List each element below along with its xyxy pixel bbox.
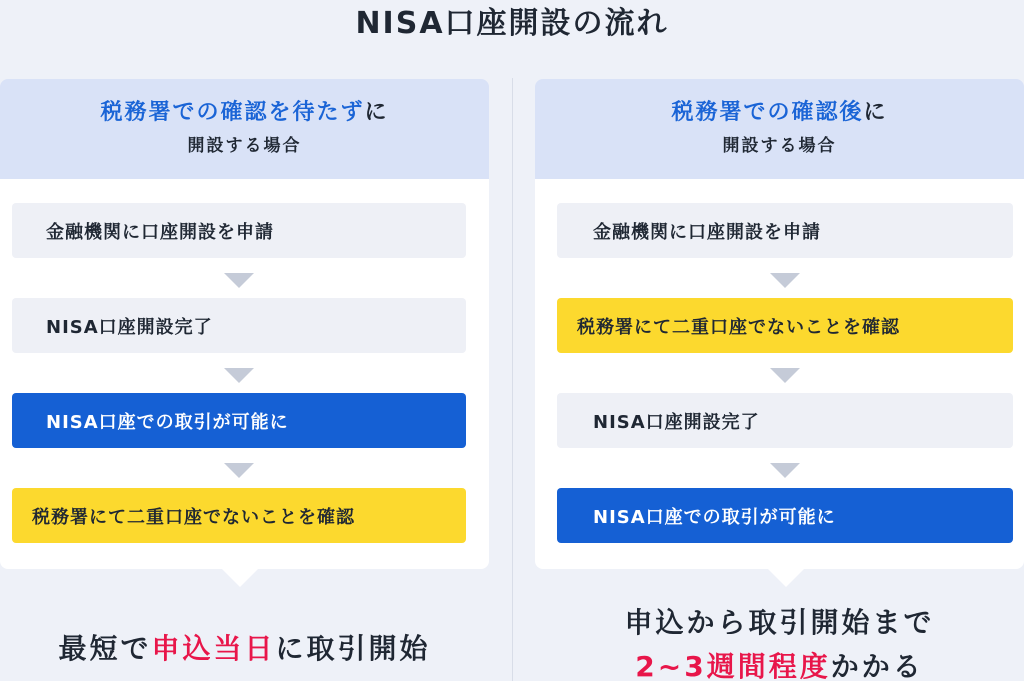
down-arrow-icon — [224, 273, 254, 288]
step-trading-available: NISA口座での取引が可能に — [12, 393, 466, 448]
down-arrow-icon — [770, 463, 800, 478]
step-apply: 金融機関に口座開設を申請 — [557, 203, 1013, 258]
step-tax-office-check: 税務署にて二重口座でないことを確認 — [557, 298, 1013, 353]
result-line2 — [535, 645, 1024, 681]
result-prefix: 最短で — [58, 632, 152, 665]
result-suffix: かかる — [830, 650, 924, 681]
result-highlight: 2~3週間程度 — [635, 650, 831, 681]
column-divider — [512, 78, 513, 681]
flow-steps — [535, 179, 1024, 569]
result-suffix: に取引開始 — [275, 632, 431, 665]
result-left — [0, 627, 489, 671]
down-arrow-icon — [770, 273, 800, 288]
down-arrow-icon — [770, 368, 800, 383]
pointer-down-icon — [768, 569, 804, 587]
heading-highlight: 税務署での確認後 — [671, 100, 864, 125]
result-highlight: 申込当日 — [151, 632, 276, 665]
panel-header — [535, 79, 1024, 179]
heading-tail: に — [364, 100, 389, 125]
heading-tail: に — [863, 100, 888, 125]
step-account-opened: NISA口座開設完了 — [557, 393, 1013, 448]
panel-after-confirmation — [535, 79, 1024, 569]
heading-highlight: 税務署での確認を待たず — [100, 100, 365, 125]
panel-subheading: 開設する場合 — [187, 136, 302, 156]
panel-without-confirmation — [0, 79, 489, 569]
down-arrow-icon — [224, 463, 254, 478]
pointer-down-icon — [222, 569, 258, 587]
step-account-opened: NISA口座開設完了 — [12, 298, 466, 353]
step-trading-available: NISA口座での取引が可能に — [557, 488, 1013, 543]
panel-heading — [671, 98, 887, 128]
panel-subheading: 開設する場合 — [722, 136, 837, 156]
result-line1: 申込から取引開始まで — [624, 606, 935, 639]
page-title: NISA口座開設の流れ — [355, 6, 669, 41]
step-apply: 金融機関に口座開設を申請 — [12, 203, 466, 258]
result-right — [535, 601, 1024, 681]
down-arrow-icon — [224, 368, 254, 383]
panel-heading — [100, 98, 388, 128]
panel-header — [0, 79, 489, 179]
step-tax-office-check: 税務署にて二重口座でないことを確認 — [12, 488, 466, 543]
flow-steps — [0, 179, 489, 569]
